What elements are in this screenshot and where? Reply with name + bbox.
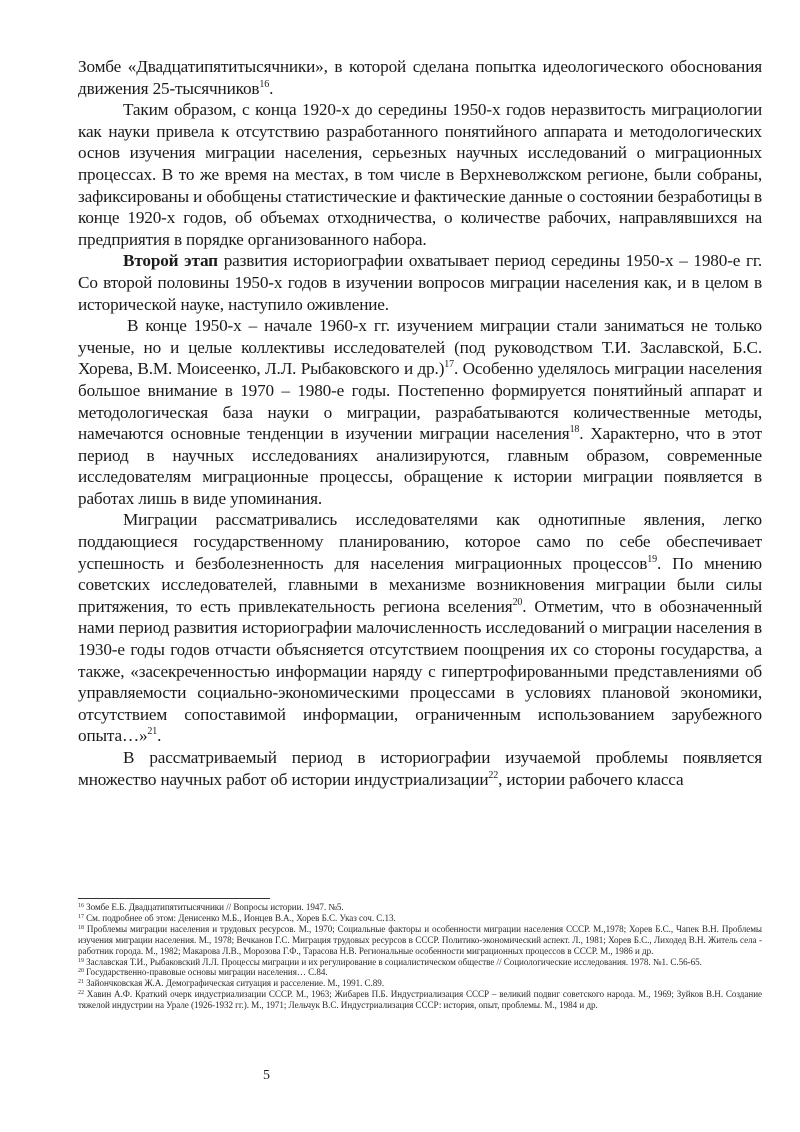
footnote-number: 20 xyxy=(78,968,84,975)
text-run: В рассматриваемый период в историографии изучаемой проблемы появляется множество научных работ об истории индустриализации xyxy=(78,748,762,789)
text-run: . xyxy=(157,726,162,746)
footnote-reference[interactable]: 18 xyxy=(569,424,580,436)
footnote-number: 17 xyxy=(78,913,84,920)
footnote xyxy=(78,957,762,968)
footnote-reference[interactable]: 17 xyxy=(444,359,454,371)
footnote xyxy=(78,913,762,924)
text-run: развития историографии охватывает период середины 1950-х – 1980-е гг. Со второй половины 1950-х годов в изучении вопросов миграции населения как, и в целом в исторической науке, наступило оживление. xyxy=(78,251,763,314)
footnote-text: Государственно-правовые основы миграции населения… С.84. xyxy=(86,967,328,978)
page-number: 5 xyxy=(263,1068,270,1083)
text-run: . Особенно уделялось миграции населения большое внимание в 1970 – 1980-е годы. Постепенно формируется понятийный аппарат и методологическая база науки о миграции, разрабатываются количественные методы, намечаются основные тенденции в изучении миграции населения xyxy=(78,359,762,444)
footnote-number: 21 xyxy=(78,979,84,986)
footnote-number: 16 xyxy=(78,903,84,909)
footnote-reference[interactable]: 16 xyxy=(259,78,270,90)
text-run: Зомбе «Двадцатипятитысячники», в которой сделана попытка идеологического обоснования движения 25-тысячников xyxy=(78,57,762,98)
footnote-reference[interactable]: 20 xyxy=(512,596,523,608)
footnote-reference[interactable]: 19 xyxy=(647,553,657,565)
paragraph xyxy=(78,509,762,747)
footnote-text: Хавин А.Ф. Краткий очерк индустриализации СССР. М., 1963; Жибарев П.Б. Индустриализация СССР – великий подвиг советского народа. М., 1969; Зуйков В.Н. Создание тяжелой индустрии на Урале (1926-1932 гг.). М., 1971; Лельчук В.С. Индустриализация СССР: история, опыт, проблемы. М., 1984 и др. xyxy=(78,989,762,1011)
footnote-reference[interactable]: 21 xyxy=(147,726,158,738)
body-text xyxy=(78,56,762,790)
text-run: , истории рабочего класса xyxy=(498,769,684,789)
footnote-text: Зайончковская Ж.А. Демографическая ситуация и расселение. М., 1991. С.89. xyxy=(86,978,384,989)
text-run: . xyxy=(269,78,274,98)
footnote xyxy=(78,989,762,1011)
footnote-text: Проблемы миграции населения и трудовых ресурсов. М., 1970; Социальные факторы и особенности миграции населения СССР. М.,1978; Хорев Б.С., Чапек В.Н. Проблемы изучения миграции населения. М., 1978; Вечканов Г.С. Миграция трудовых ресурсов в СССР. Политико-экономический аспект. Л., 1981; Хорев Б.С., Лиходед В.Н. Житель села - работник города. М., 1982; Макарова Л.В., Морозова Г.Ф., Тарасова Н.В. Региональные особенности миграционных процессов в СССР. М., 1986 и др. xyxy=(78,923,762,956)
text-run: . Характерно, что в этот период в научных исследованиях анализируются, главным образом, современные исследователям миграционные процессы, обращение к истории миграции появляется в работах лишь в виде упоминания. xyxy=(78,424,762,508)
footnote xyxy=(78,967,762,978)
paragraph xyxy=(78,747,762,790)
paragraph xyxy=(78,250,762,315)
footnote-text: См. подробнее об этом: Денисенко М.Б., Ионцев В.А., Хорев Б.С. Указ соч. С.13. xyxy=(86,912,396,923)
footnote xyxy=(78,978,762,989)
footnote-reference[interactable]: 22 xyxy=(488,769,499,781)
text-run: В конце 1950-х – начале 1960-х гг. изучением миграции стали заниматься не только ученые, но и целые коллективы исследователей (под руководством Т.И. Заславской, Б.С. Хорева, В.М. Моисеенко, Л.Л. Рыбаковского и др.) xyxy=(78,316,762,379)
text-run: Таким образом, с конца 1920-х до середины 1950-х годов неразвитость миграциологии как науки привела к отсутствию разработанного понятийного аппарата и методологических основ изучения миграции населения, серьезных научных исследований о миграционных процессах. В то же время на местах, в том числе в Верхневолжском регионе, были собраны, зафиксированы и обобщены статистические и фактические данные о состоянии безработицы в конце 1920-х годов, об объемах отходничества, о количестве рабочих, направлявшихся на предприятия в порядке организованного набора. xyxy=(78,100,762,249)
paragraph xyxy=(78,56,762,99)
paragraph xyxy=(78,99,762,250)
footnotes xyxy=(78,902,762,1011)
document-page xyxy=(78,56,762,790)
text-run: Миграции рассматривались исследователями как однотипные явления, легко поддающиеся государственному планированию, которое само по себе обеспечивает успешность и безболезненность для населения миграционных процессов xyxy=(78,510,762,573)
footnote-number: 22 xyxy=(78,990,84,997)
footnote xyxy=(78,902,762,913)
footnote-separator xyxy=(78,898,270,899)
paragraph xyxy=(78,315,762,509)
footnote-number: 18 xyxy=(78,924,84,931)
footnote-text: Зомбе Е.Б. Двадцатипятитысячники // Вопросы истории. 1947. №5. xyxy=(86,902,344,912)
footnote xyxy=(78,924,762,957)
text-run: . По мнению советских исследователей, главными в механизме возникновения миграции были силы притяжения, то есть привлекательность региона вселения xyxy=(78,553,762,616)
footnote-text: Заславская Т.И., Рыбаковский Л.Л. Процессы миграции и их регулирование в социалистическом обществе // Социологические исследования. 1978. №1. С.56-65. xyxy=(86,956,702,967)
bold-heading-phrase: Второй этап xyxy=(123,251,218,271)
footnote-number: 19 xyxy=(78,957,84,964)
text-run: . Отметим, что в обозначенный нами период развития историографии малочисленность исследований о миграции населения в 1930-е годы годов отчасти объясняется отсутствием поощрения их со стороны государства, а также, «засекреченностью информации наряду с гипертрофированными представлениями об управляемости социально-экономическими процессами в условиях плановой экономики, отсутствием сопоставимой информации, ограниченным использованием зарубежного опыта…» xyxy=(78,596,762,746)
